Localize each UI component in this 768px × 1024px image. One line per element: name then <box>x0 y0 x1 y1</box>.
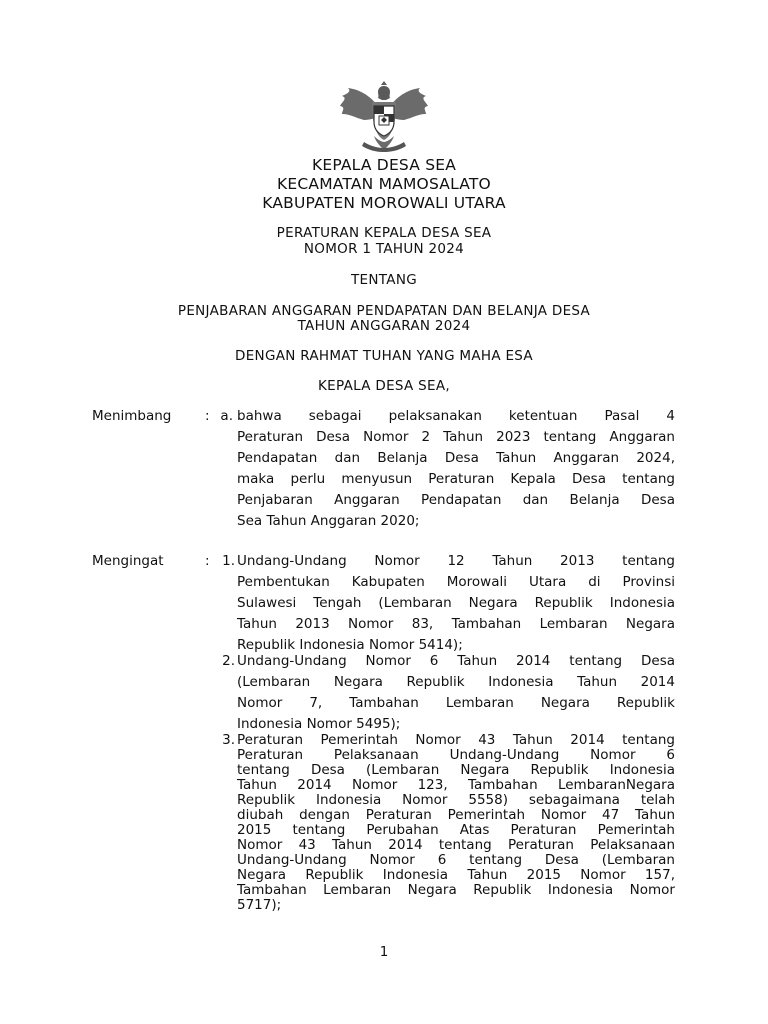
mengingat-item-3-marker: 3. <box>222 732 235 748</box>
page-number: 1 <box>379 944 389 960</box>
menimbang-item-a-marker: a. <box>220 408 233 424</box>
mengingat-item-3-line: Peraturan Pelaksanaan Undang-Undang Nomor 6 <box>237 747 675 763</box>
menimbang-item-a-line: Penjabaran Anggaran Pendapatan dan Belanja Desa <box>237 492 675 508</box>
mengingat-item-1 <box>237 551 675 656</box>
regulation-title: PERATURAN KEPALA DESA SEA <box>276 225 492 241</box>
regulation-issuer: KEPALA DESA SEA, <box>318 378 450 394</box>
mengingat-item-2 <box>237 651 675 735</box>
mengingat-item-3-line: Nomor 43 Tahun 2014 tentang Peraturan Pelaksanaan <box>237 837 675 853</box>
mengingat-item-2-line: Indonesia Nomor 5495); <box>237 716 401 732</box>
mengingat-item-3-line: Negara Republik Indonesia Tahun 2015 Nomor 157, <box>237 867 675 883</box>
menimbang-label: Menimbang <box>92 408 172 424</box>
mengingat-item-3-line: diubah dengan Peraturan Pemerintah Nomor 47 Tahun <box>237 807 675 823</box>
mengingat-item-3-line: Tambahan Lembaran Negara Republik Indonesia Nomor <box>237 882 675 898</box>
menimbang-item-a-line: Sea Tahun Anggaran 2020; <box>237 513 420 529</box>
menimbang-item-a-line: Pendapatan dan Belanja Desa Tahun Anggaran 2024, <box>237 450 675 466</box>
regulation-number: NOMOR 1 TAHUN 2024 <box>303 241 465 257</box>
mengingat-item-3-line: tentang Desa (Lembaran Negara Republik Indonesia <box>237 762 675 778</box>
mengingat-item-1-line: Pembentukan Kabupaten Morowali Utara di Provinsi <box>237 574 675 590</box>
mengingat-label: Mengingat <box>92 553 164 569</box>
mengingat-item-1-marker: 1. <box>222 553 235 569</box>
mengingat-item-3-line: 2015 tentang Perubahan Atas Peraturan Pemerintah <box>237 822 675 838</box>
menimbang-item-a-line: Peraturan Desa Nomor 2 Tahun 2023 tentang Anggaran <box>237 429 675 445</box>
regulation-blessing: DENGAN RAHMAT TUHAN YANG MAHA ESA <box>235 348 533 364</box>
mengingat-item-1-line: Undang-Undang Nomor 12 Tahun 2013 tentang <box>237 553 675 569</box>
mengingat-item-3-line: Tahun 2014 Nomor 123, Tambahan LembaranNegara <box>237 777 675 793</box>
mengingat-item-1-line: Sulawesi Tengah (Lembaran Negara Republik Indonesia <box>237 595 675 611</box>
mengingat-item-2-marker: 2. <box>222 653 235 669</box>
mengingat-colon: : <box>205 553 210 569</box>
menimbang-colon: : <box>205 408 210 424</box>
mengingat-item-3-line: Republik Indonesia Nomor 5558) sebagaimana telah <box>237 792 675 808</box>
header-line-1: KEPALA DESA SEA <box>311 156 457 174</box>
header-line-3: KABUPATEN MOROWALI UTARA <box>262 194 506 212</box>
regulation-subject-line-2: TAHUN ANGGARAN 2024 <box>297 318 471 334</box>
mengingat-item-2-line: (Lembaran Negara Republik Indonesia Tahun 2014 <box>237 674 675 690</box>
mengingat-item-3-line: Peraturan Pemerintah Nomor 43 Tahun 2014 tentang <box>237 732 675 748</box>
mengingat-item-3-line: 5717); <box>237 897 282 913</box>
regulation-subject-line-1: PENJABARAN ANGGARAN PENDAPATAN DAN BELANJA DESA <box>177 303 591 319</box>
menimbang-item-a <box>237 406 675 532</box>
mengingat-item-3-line: Undang-Undang Nomor 6 tentang Desa (Lembaran <box>237 852 675 868</box>
regulation-about: TENTANG <box>351 272 417 288</box>
mengingat-item-2-line: Nomor 7, Tambahan Lembaran Negara Republik <box>237 695 675 711</box>
garuda-emblem-icon <box>334 80 434 154</box>
menimbang-item-a-line: bahwa sebagai pelaksanakan ketentuan Pasal 4 <box>237 408 675 424</box>
mengingat-item-1-line: Tahun 2013 Nomor 83, Tambahan Lembaran Negara <box>237 616 675 632</box>
mengingat-item-2-line: Undang-Undang Nomor 6 Tahun 2014 tentang Desa <box>237 653 675 669</box>
mengingat-item-3 <box>237 733 675 913</box>
mengingat-item-1-line: Republik Indonesia Nomor 5414); <box>237 637 463 653</box>
header-line-2: KECAMATAN MAMOSALATO <box>277 175 491 193</box>
menimbang-item-a-line: maka perlu menyusun Peraturan Kepala Desa tentang <box>237 471 675 487</box>
